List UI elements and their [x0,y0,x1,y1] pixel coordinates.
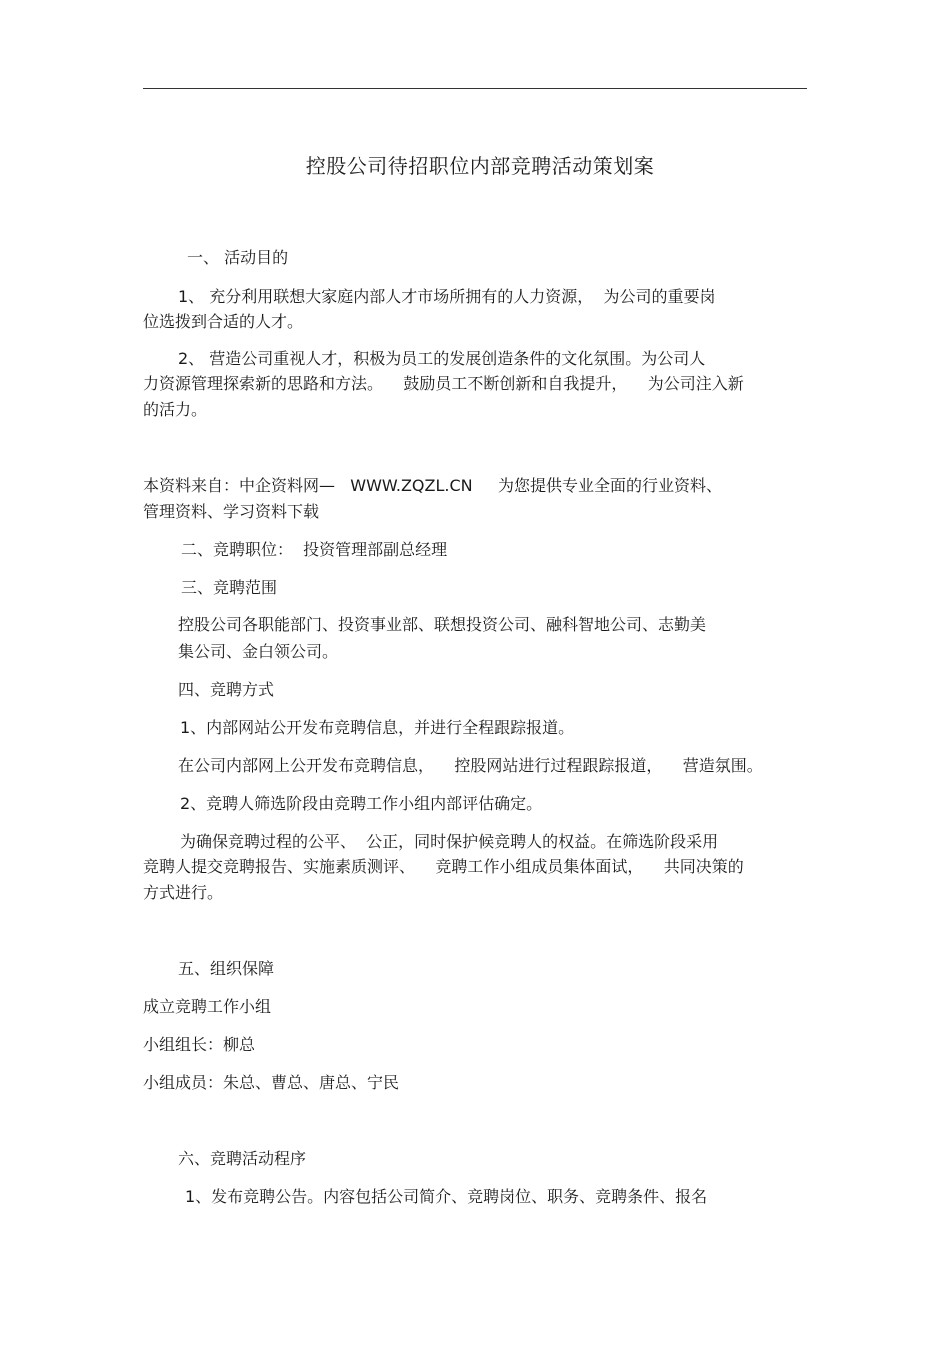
source-note-line: 本资料来自：中企资料网— WWW.ZQZL.CN 为您提供专业全面的行业资料、 [143,476,723,495]
paragraph-line: 2、 营造公司重视人才，积极为员工的发展创造条件的文化氛围。为公司人 [178,349,706,368]
paragraph-line: 1、内部网站公开发布竞聘信息，并进行全程跟踪报道。 [180,718,575,737]
paragraph-line: 1、 充分利用联想大家庭内部人才市场所拥有的人力资源， 为公司的重要岗 [178,287,716,306]
document-title: 控股公司待招职位内部竞聘活动策划案 [305,154,655,178]
paragraph-line: 1、发布竞聘公告。内容包括公司简介、竞聘岗位、职务、竞聘条件、报名 [185,1187,708,1206]
paragraph-line: 小组成员：朱总、曹总、唐总、宁民 [143,1073,400,1092]
paragraph-line: 在公司内部网上公开发布竞聘信息， 控股网站进行过程跟踪报道， 营造氛围。 [178,756,763,775]
section-heading-position: 二、竞聘职位： 投资管理部副总经理 [181,540,448,559]
paragraph-line: 小组组长：柳总 [143,1035,256,1054]
paragraph-line: 控股公司各职能部门、投资事业部、联想投资公司、融科智地公司、志勤美 [178,615,707,634]
paragraph-line: 位选拨到合适的人才。 [143,312,304,331]
section-heading-scope: 三、竞聘范围 [181,578,278,597]
paragraph-line: 力资源管理探索新的思路和方法。 鼓励员工不断创新和自我提升， 为公司注入新 [143,374,744,393]
section-heading-purpose: 一、 活动目的 [187,248,289,267]
paragraph-line: 竞聘人提交竞聘报告、实施素质测评、 竞聘工作小组成员集体面试， 共同决策的 [143,857,744,876]
paragraph-line: 成立竞聘工作小组 [143,997,272,1016]
section-heading-procedure: 六、竞聘活动程序 [178,1149,307,1168]
paragraph-line: 的活力。 [143,400,208,419]
section-heading-method: 四、竞聘方式 [178,680,275,699]
paragraph-line: 方式进行。 [143,883,224,902]
source-note-line: 管理资料、学习资料下载 [143,502,320,521]
paragraph-line: 集公司、金白领公司。 [178,642,339,661]
header-rule [143,88,807,89]
section-heading-organization: 五、组织保障 [178,959,275,978]
paragraph-line: 2、竞聘人筛选阶段由竞聘工作小组内部评估确定。 [180,794,543,813]
paragraph-line: 为确保竞聘过程的公平、 公正，同时保护候竞聘人的权益。在筛选阶段采用 [180,832,719,851]
